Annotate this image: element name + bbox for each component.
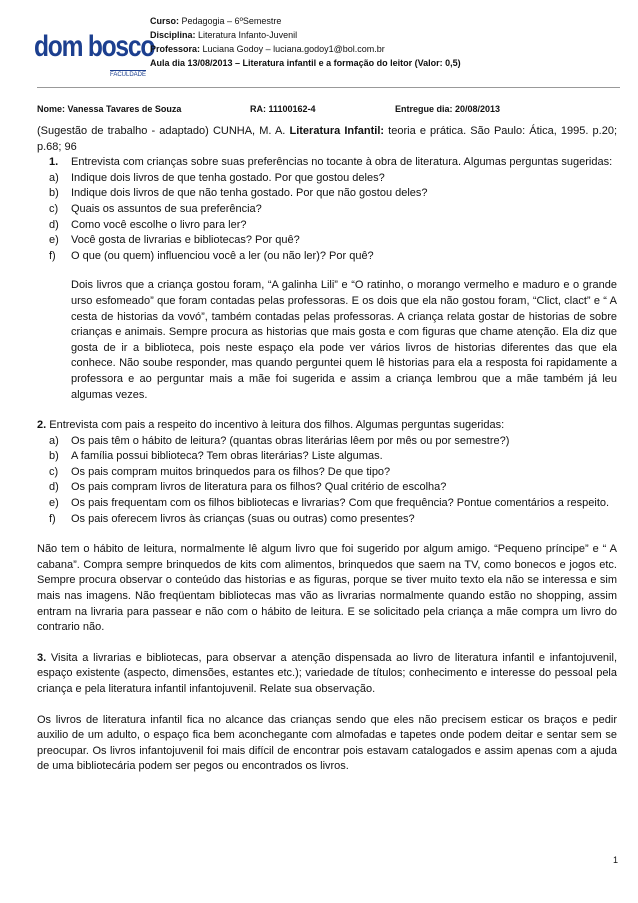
list-item: e) Os pais frequentam com os filhos bibliotecas e livrarias? Com que frequência? Pontue comentários a respeito.	[49, 497, 610, 510]
logo-brand: dom bosco	[34, 30, 155, 63]
list-item: e) Você gosta de livrarias e bibliotecas? Por quê?	[49, 234, 300, 247]
spacer	[37, 698, 617, 713]
question-1	[49, 155, 617, 171]
professora-line: Professora: Luciana Godoy – luciana.godoy1@bol.com.br	[150, 44, 385, 54]
question-2-number: 2.	[37, 419, 47, 432]
question-3	[37, 651, 617, 698]
header-divider	[37, 87, 620, 88]
question-3-text: Visita a livrarias e bibliotecas, para observar a atenção dispensada ao livro de literatura infantil e infantojuvenil, espaço existente (aspecto, dimensões, estantes etc.); variedade de títulos; conhecimento e interesse do pessoal pela criança e pela literatura infantil infantojuvenil. Relate sua observação.	[37, 651, 617, 695]
course-header	[150, 14, 461, 70]
dom-bosco-logo	[34, 28, 155, 88]
question-1-text: Entrevista com crianças sobre suas preferências no tocante à obra de literatura. Algumas perguntas sugeridas:	[71, 156, 613, 169]
curso-line: Curso: Pedagogia – 6ºSemestre	[150, 16, 282, 26]
spacer	[37, 636, 617, 651]
list-item: b) Indique dois livros de que não tenha gostado. Por que não gostou deles?	[49, 187, 428, 200]
list-item: b) A família possui biblioteca? Tem obras literárias? Liste algumas.	[49, 450, 383, 463]
list-item: f) O que (ou quem) influenciou você a ler (ou não ler)? Por quê?	[49, 249, 374, 262]
list-item: c) Os pais compram muitos brinquedos para os filhos? De que tipo?	[49, 465, 391, 478]
logo-faculdade: FACULDADE	[110, 72, 147, 78]
question-2	[37, 418, 617, 434]
list-item: c) Quais os assuntos de sua preferência?	[49, 202, 262, 215]
answer-1: Dois livros que a criança gostou foram, “A galinha Lili” e “O ratinho, o morango vermelho e maduro e o grande urso esfomeado” que foram contadas pelas professoras. E os dois que ela não gostou foram, “Clict, clact” e “ A cesta de historias da vovó”, também contadas pelas professoras. A criança relata gostar de historias de sobre crianças e animais. Sempre procura as historias que mais gosta e com figuras que chame atenção. Ela diz que gosta de ir a biblioteca, pois neste espaço ela pode ver vários livros de historias diferentes das que ela conhece. Não soube responder, mas quando perguntei quem lê historias para ela a resposta foi rapidamente a professora e ao perguntar mais a mãe foi sugerida e assim a criança lembrou que a mãe também já leu algumas vezes.	[71, 279, 617, 401]
list-item: a) Os pais têm o hábito de leitura? (quantas obras literárias lêem por mês ou por semestre?)	[49, 434, 510, 447]
document-body	[37, 124, 617, 775]
list-item: d) Como você escolhe o livro para ler?	[49, 218, 247, 231]
student-name: Nome: Vanessa Tavares de Souza	[37, 104, 182, 114]
due-date: Entregue dia: 20/08/2013	[395, 104, 501, 114]
answer-3: Os livros de literatura infantil fica no alcance das crianças sendo que eles não precisem esticar os braços e pedir auxilio de um adulto, o espaço fica bem aconchegante com almofadas e tapetes onde podem deitar e sentar sem se preocupar. Os livros infantojuvenil foi mais difícil de encontrar pois estavam catalogados e assim apenas com a ajuda de uma bibliotecária podem ser pegos ou encontrados os livros.	[37, 713, 617, 773]
spacer	[37, 403, 617, 418]
question-1-number: 1.	[49, 156, 59, 169]
question-2-items	[37, 434, 617, 528]
answer-2: Não tem o hábito de leitura, normalmente lê algum livro que foi sugerido por algum amigo. “Pequeno príncipe” e “ A cabana”. Compra sempre brinquedos de kits com alimentos, brinquedos que saem na TV, como bonecos e jogos etc. Sempre procura observar o conteúdo das historias e as figuras, porque se tiver muito texto ela não se interessa e sim mais nas imagens. Não freqüentam bibliotecas mas vão as livrarias normalmente quando estão no shopping, assim entram na livraria para passear e não com o hábito de leitura. E se solicitado pela criança a mãe compra um livro do contrario não.	[37, 543, 617, 634]
student-ra: RA: 11100162-4	[250, 104, 316, 114]
page-number: 1	[612, 855, 618, 865]
question-2-text: Entrevista com pais a respeito do incentivo à leitura dos filhos. Algumas perguntas sugeridas:	[46, 419, 505, 432]
reference: (Sugestão de trabalho - adaptado) CUNHA, M. A. Literatura Infantil: teoria e prática. São Paulo: Ática, 1995. p.20; p.68; 96	[37, 125, 617, 153]
list-item: d) Os pais compram livros de literatura para os filhos? Qual critério de escolha?	[49, 481, 447, 494]
list-item: f) Os pais oferecem livros às crianças (suas ou outras) como presentes?	[49, 512, 415, 525]
spacer	[37, 527, 617, 542]
aula-line: Aula dia 13/08/2013 – Literatura infantil e a formação do leitor (Valor: 0,5)	[150, 58, 461, 68]
disciplina-line: Disciplina: Literatura Infanto-Juvenil	[150, 30, 298, 40]
list-item: a) Indique dois livros de que tenha gostado. Por que gostou deles?	[49, 171, 385, 184]
question-1-items	[37, 171, 617, 265]
question-3-number: 3.	[37, 651, 47, 664]
